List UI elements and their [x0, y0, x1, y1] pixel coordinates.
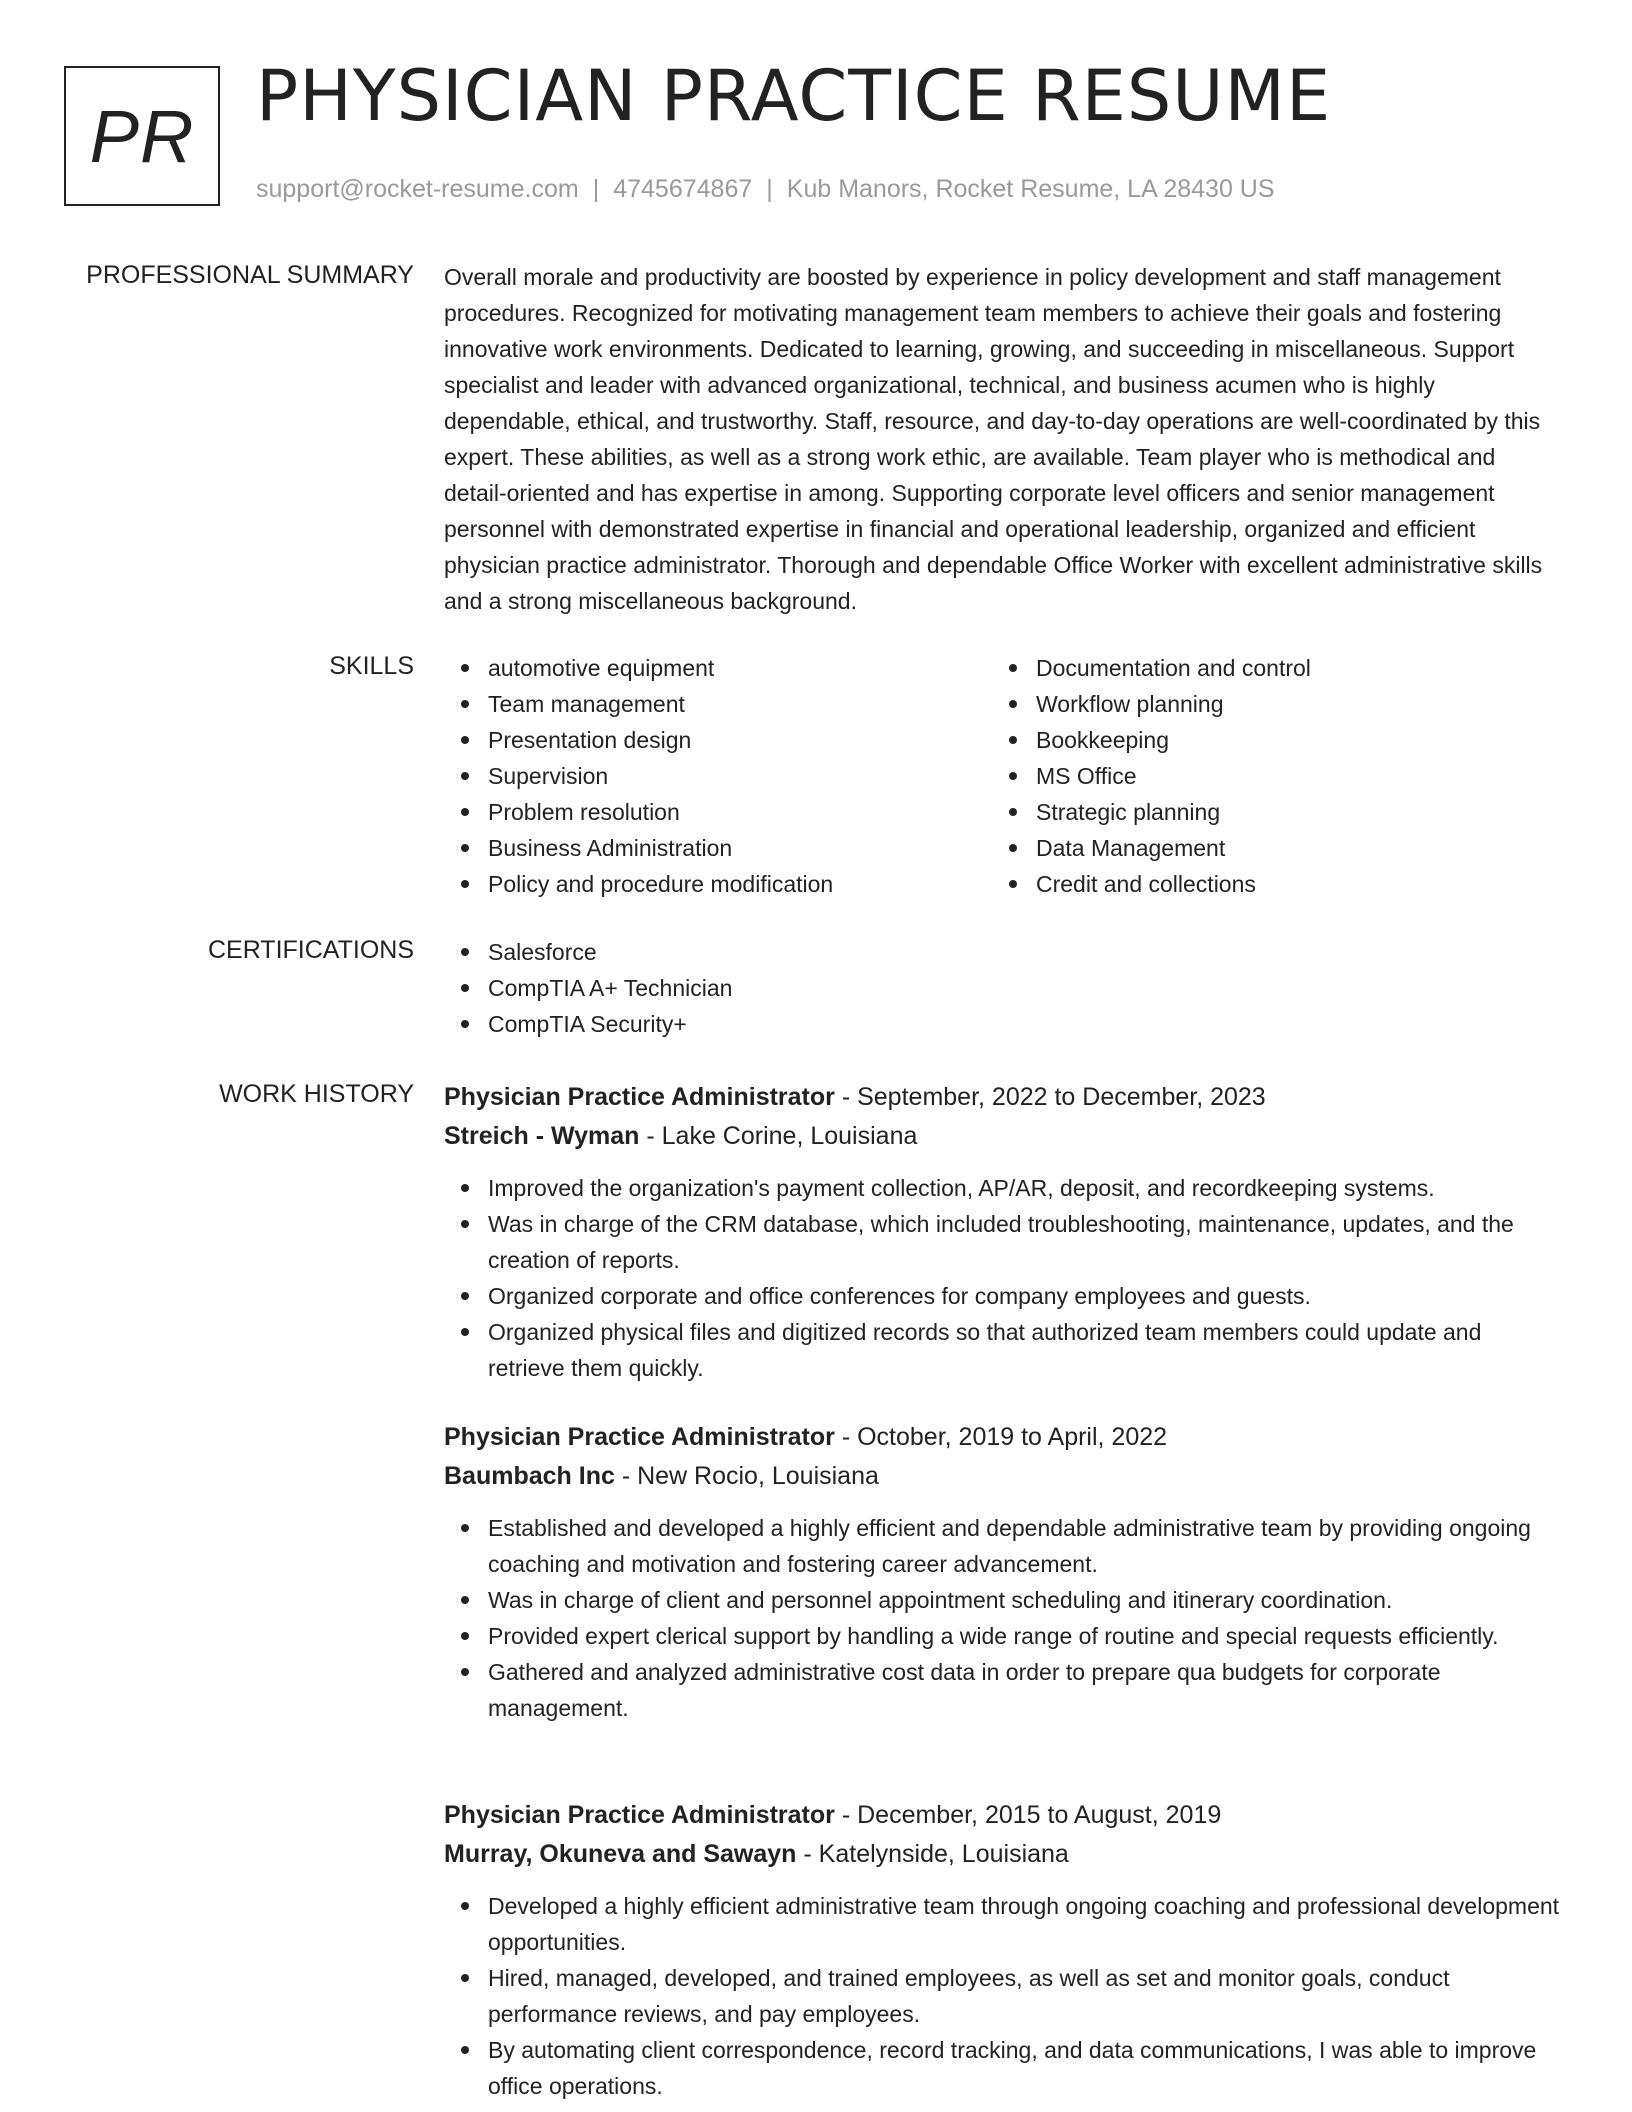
job-company-line	[444, 1457, 1560, 1496]
list-item: CompTIA A+ Technician	[444, 970, 1560, 1006]
list-item: Documentation and control	[992, 650, 1540, 686]
list-item: Credit and collections	[992, 866, 1540, 902]
list-item: Policy and procedure modification	[444, 866, 992, 902]
skills-heading: SKILLS	[329, 652, 414, 680]
list-item: Provided expert clerical support by handling a wide range of routine and special requests efficiently.	[444, 1618, 1560, 1654]
summary-heading: PROFESSIONAL SUMMARY	[86, 261, 414, 289]
job-company-line	[444, 1117, 1560, 1156]
list-item: Organized physical files and digitized records so that authorized team members could update and retrieve them quickly.	[444, 1314, 1560, 1386]
list-item: Problem resolution	[444, 794, 992, 830]
list-item: Improved the organization's payment collection, AP/AR, deposit, and recordkeeping systems.	[444, 1170, 1560, 1206]
job-entry	[444, 1418, 1560, 1726]
list-item: MS Office	[992, 758, 1540, 794]
job-bullets	[444, 1510, 1560, 1726]
certifications-list	[444, 934, 1560, 1042]
job-location: - New Rocio, Louisiana	[614, 1462, 879, 1490]
list-item: Organized corporate and office conferences for company employees and guests.	[444, 1278, 1560, 1314]
contact-separator: |	[592, 175, 600, 203]
list-item: Bookkeeping	[992, 722, 1540, 758]
summary-text: Overall morale and productivity are boosted by experience in policy development and staff management procedures. Recognized for motivating management team members to achieve their goals and fostering innovative work environments. Dedicated to learning, growing, and succeeding in miscellaneous. Support specialist and leader with advanced organizational, technical, and business acumen who is highly dependable, ethical, and trustworthy. Staff, resource, and day-to-day operations are well-coordinated by this expert. These abilities, as well as a strong work ethic, are available. Team player who is methodical and detail-oriented and has expertise in among. Supporting corporate level officers and senior management personnel with demonstrated expertise in financial and operational leadership, organized and efficient physician practice administrator. Thorough and dependable Office Worker with excellent administrative skills and a strong miscellaneous background.	[444, 264, 1543, 614]
summary-body	[444, 259, 1560, 619]
job-title: Physician Practice Administrator	[444, 1083, 835, 1111]
contact-line	[256, 175, 1275, 204]
job-title: Physician Practice Administrator	[444, 1801, 835, 1829]
list-item: By automating client correspondence, record tracking, and data communications, I was able to improve office operations.	[444, 2032, 1560, 2104]
list-item: Presentation design	[444, 722, 992, 758]
skills-list-right	[992, 650, 1540, 902]
list-item: Workflow planning	[992, 686, 1540, 722]
resume-title: PHYSICIAN PRACTICE RESUME	[256, 55, 1332, 137]
skills-list-left	[444, 650, 992, 902]
skills-grid	[444, 650, 1560, 902]
job-title-line	[444, 1418, 1560, 1457]
work-history-heading: WORK HISTORY	[219, 1080, 414, 1108]
list-item: Strategic planning	[992, 794, 1540, 830]
job-dates: - October, 2019 to April, 2022	[834, 1423, 1168, 1451]
job-entry	[444, 1078, 1560, 1386]
job-title-line	[444, 1078, 1560, 1117]
list-item: automotive equipment	[444, 650, 992, 686]
list-item: Was in charge of client and personnel appointment scheduling and itinerary coordination.	[444, 1582, 1560, 1618]
contact-address: Kub Manors, Rocket Resume, LA 28430 US	[786, 175, 1275, 203]
list-item: Business Administration	[444, 830, 992, 866]
list-item: Developed a highly efficient administrative team through ongoing coaching and professional development opportunities.	[444, 1888, 1560, 1960]
list-item: Team management	[444, 686, 992, 722]
job-location: - Katelynside, Louisiana	[796, 1840, 1069, 1868]
certifications-body	[444, 934, 1560, 1042]
job-entry	[444, 1796, 1560, 2104]
job-title: Physician Practice Administrator	[444, 1423, 835, 1451]
job-company-line	[444, 1835, 1560, 1874]
job-location: - Lake Corine, Louisiana	[639, 1122, 918, 1150]
list-item: Gathered and analyzed administrative cost data in order to prepare qua budgets for corporate management.	[444, 1654, 1560, 1726]
certifications-heading: CERTIFICATIONS	[207, 936, 414, 964]
job-bullets	[444, 1888, 1560, 2104]
list-item: Salesforce	[444, 934, 1560, 970]
job-company: Murray, Okuneva and Sawayn	[444, 1840, 797, 1868]
job-company: Streich - Wyman	[444, 1122, 640, 1150]
job-bullets	[444, 1170, 1560, 1386]
list-item: Supervision	[444, 758, 992, 794]
list-item: Was in charge of the CRM database, which included troubleshooting, maintenance, updates, and the creation of reports.	[444, 1206, 1560, 1278]
list-item: CompTIA Security+	[444, 1006, 1560, 1042]
contact-email[interactable]: support@rocket-resume.com	[256, 175, 579, 203]
job-title-line	[444, 1796, 1560, 1835]
job-dates: - September, 2022 to December, 2023	[834, 1083, 1266, 1111]
list-item: Hired, managed, developed, and trained employees, as well as set and monitor goals, conduct performance reviews, and pay employees.	[444, 1960, 1560, 2032]
job-dates: - December, 2015 to August, 2019	[834, 1801, 1222, 1829]
job-company: Baumbach Inc	[444, 1462, 615, 1490]
contact-phone[interactable]: 4745674867	[613, 175, 753, 203]
monogram-logo: PR	[64, 66, 220, 206]
list-item: Data Management	[992, 830, 1540, 866]
contact-separator: |	[766, 175, 773, 203]
list-item: Established and developed a highly efficient and dependable administrative team by providing ongoing coaching and motivation and fostering career advancement.	[444, 1510, 1560, 1582]
skills-body	[444, 650, 1560, 902]
